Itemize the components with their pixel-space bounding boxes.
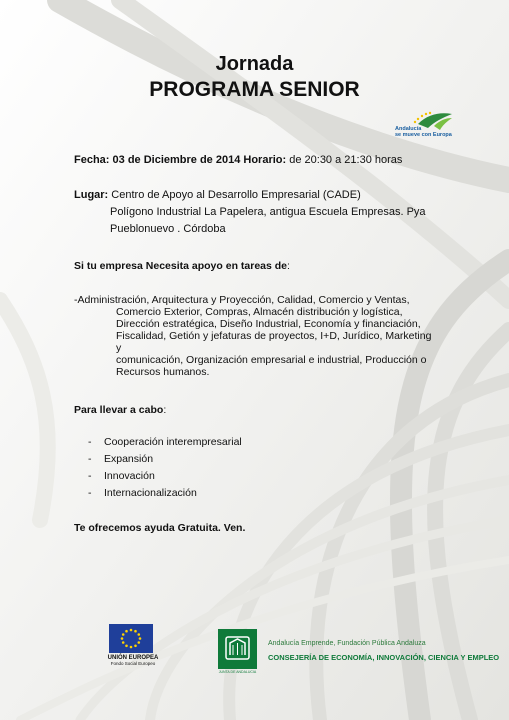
junta-line-1: Andalucía Emprende, Fundación Pública Andaluza bbox=[268, 640, 426, 647]
apoyo-heading bbox=[74, 260, 290, 272]
fecha-label: Fecha: bbox=[74, 154, 110, 166]
apoyo-list bbox=[74, 294, 439, 378]
list-item: - Cooperación interempresarial bbox=[88, 436, 242, 453]
title-line-2: PROGRAMA SENIOR bbox=[149, 78, 360, 101]
apoyo-line: Recursos humanos. bbox=[116, 366, 210, 378]
lugar-line-2: Polígono Industrial La Papelera, antigua Escuela Empresas. Pya bbox=[110, 206, 426, 218]
brand-line-2: se mueve con Europa bbox=[395, 132, 452, 138]
eu-logo-block bbox=[109, 624, 157, 666]
apoyo-line: comunicación, Organización empresarial e industrial, Producción o bbox=[116, 354, 427, 366]
list-item-text: Cooperación interempresarial bbox=[104, 436, 242, 448]
list-item-text: Innovación bbox=[104, 470, 155, 482]
fecha-date: 03 de Diciembre de 2014 bbox=[112, 154, 241, 166]
horario-value: de 20:30 a 21:30 horas bbox=[289, 154, 403, 166]
apoyo-heading-text: Si tu empresa Necesita apoyo en tareas de bbox=[74, 260, 288, 272]
eu-label: UNIÓN EUROPEA bbox=[107, 655, 159, 661]
list-item-text: Expansión bbox=[104, 453, 154, 465]
junta-line-2: CONSEJERÍA DE ECONOMÍA, INNOVACIÓN, CIENCIA Y EMPLEO bbox=[268, 653, 500, 662]
lugar-value-1: Centro de Apoyo al Desarrollo Empresarial (CADE) bbox=[111, 189, 361, 201]
brand-line-1: Andalucía bbox=[395, 126, 422, 132]
lugar-line-1 bbox=[74, 189, 361, 201]
apoyo-line: Fiscalidad, Getión y jefaturas de proyectos, I+D, Jurídico, Marketing y bbox=[116, 330, 432, 354]
llevar-heading-colon: : bbox=[163, 404, 167, 416]
title-line-1: Jornada bbox=[215, 53, 294, 75]
list-item: - Expansión bbox=[88, 453, 242, 470]
eu-sub: Fondo Social Europeo bbox=[110, 661, 156, 666]
junta-andalucia-logo-icon bbox=[218, 629, 257, 669]
llevar-heading-text: Para llevar a cabo bbox=[74, 404, 164, 416]
list-item: - Innovación bbox=[88, 470, 242, 487]
apoyo-first-line: -Administración, Arquitectura y Proyección, Calidad, Comercio y Ventas, bbox=[74, 294, 410, 306]
offer-text: Te ofrecemos ayuda Gratuita. Ven. bbox=[74, 522, 246, 534]
list-item-text: Internacionalización bbox=[104, 487, 197, 499]
list-item: - Internacionalización bbox=[88, 487, 242, 504]
junta-sub-label: JUNTA DE ANDALUCIA bbox=[218, 670, 257, 674]
llevar-heading bbox=[74, 404, 166, 416]
lugar-label: Lugar: bbox=[74, 189, 109, 201]
apoyo-line: Dirección estratégica, Diseño Industrial, Economía y financiación, bbox=[116, 318, 421, 330]
brand-text bbox=[395, 126, 452, 138]
eu-flag-icon bbox=[109, 624, 153, 653]
horario-label: Horario: bbox=[243, 154, 287, 166]
lugar-line-3: Pueblonuevo . Córdoba bbox=[110, 223, 226, 235]
fecha-line bbox=[74, 154, 402, 166]
apoyo-heading-colon: : bbox=[287, 260, 290, 272]
llevar-list bbox=[88, 436, 242, 504]
apoyo-line: Comercio Exterior, Compras, Almacén distribución y logística, bbox=[116, 306, 403, 318]
